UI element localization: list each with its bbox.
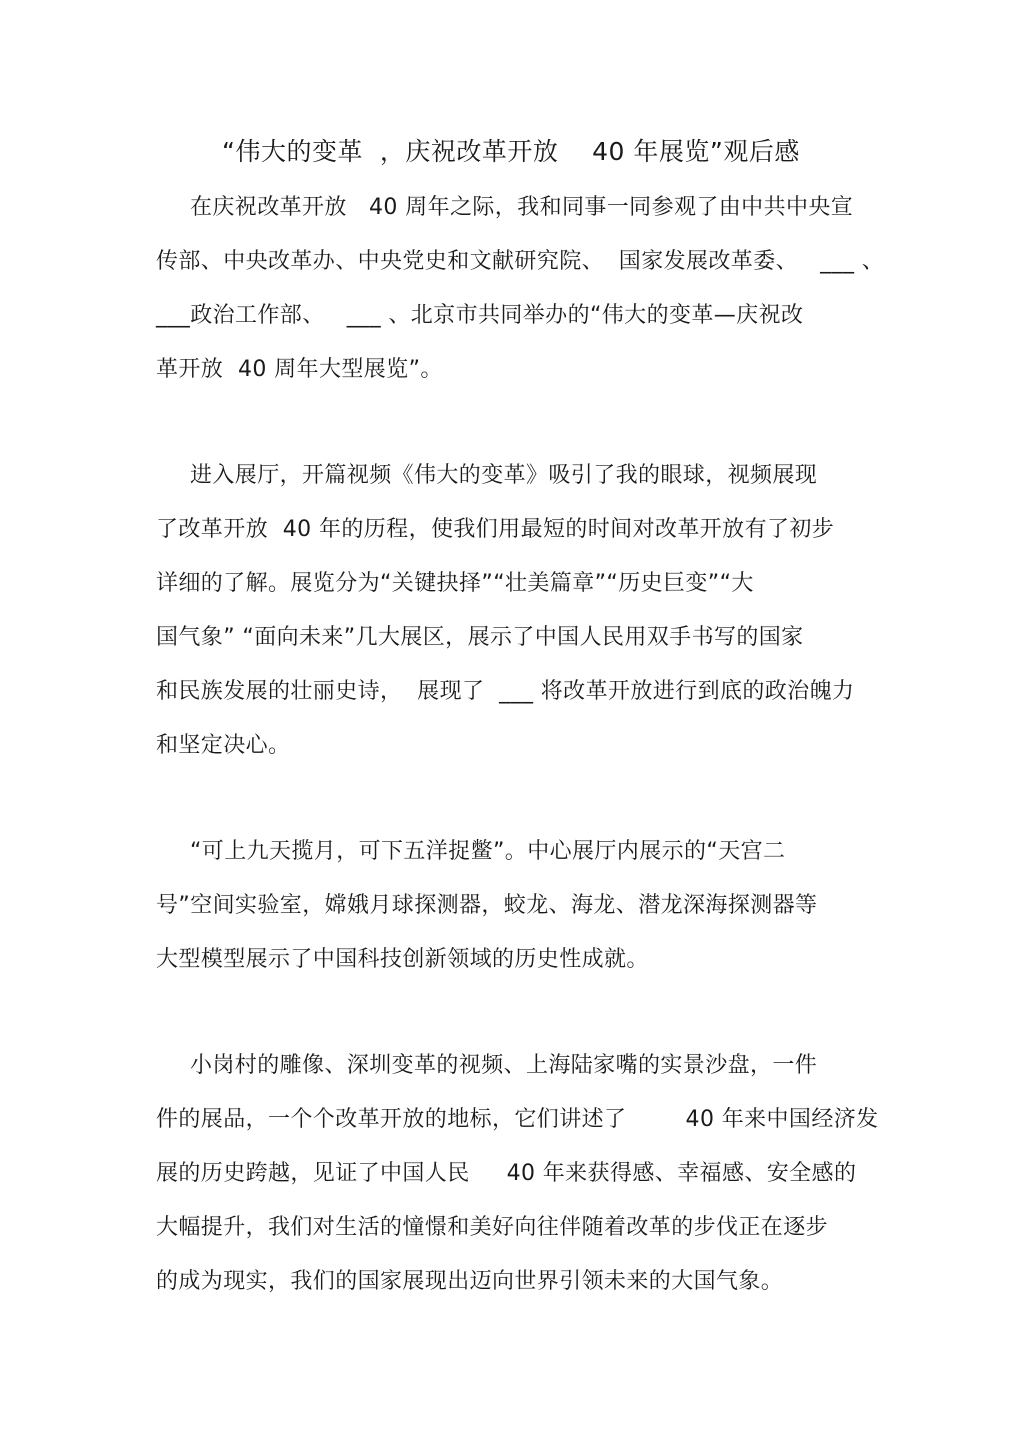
paragraph-3-line-1: “可上九天揽月，可下五洋捉鳖”。中心展厅内展示的“天宫二 — [190, 839, 786, 864]
paragraph-2-line-5: 和民族发展的壮丽史诗， 展现了 ___ 将改革开放进行到底的政治魄力 — [156, 679, 855, 704]
paragraph-4-line-2: 件的展品，一个个改革开放的地标，它们讲述了 40 年来中国经济发 — [156, 1107, 879, 1132]
paragraph-1-line-4: 革开放 40 周年大型展览”。 — [156, 357, 443, 382]
paragraph-2-line-2: 了改革开放 40 年的历程，使我们用最短的时间对改革开放有了初步 — [156, 517, 835, 542]
paragraph-3-line-3: 大型模型展示了中国科技创新领域的历史性成就。 — [156, 947, 649, 972]
paragraph-4-line-3: 展的历史跨越，见证了中国人民 40 年来获得感、幸福感、安全感的 — [156, 1161, 857, 1186]
paragraph-2-line-1: 进入展厅，开篇视频《伟大的变革》吸引了我的眼球，视频展现 — [190, 463, 818, 488]
paragraph-2-line-6: 和坚定决心。 — [156, 733, 291, 758]
paragraph-4-line-4: 大幅提升，我们对生活的憧憬和美好向往伴随着改革的步伐正在逐步 — [156, 1215, 829, 1240]
paragraph-4-line-5: 的成为现实，我们的国家展现出迈向世界引领未来的大国气象。 — [156, 1269, 784, 1294]
paragraph-2-line-4: 国气象” “面向未来”几大展区，展示了中国人民用双手书写的国家 — [156, 625, 804, 650]
paragraph-2-line-3: 详细的了解。展览分为“关键抉择”“壮美篇章”“历史巨变”“大 — [156, 571, 754, 596]
paragraph-3-line-2: 号”空间实验室，嫦娥月球探测器，蛟龙、海龙、潜龙深海探测器等 — [156, 893, 818, 918]
paragraph-1-line-1: 在庆祝改革开放 40 周年之际，我和同事一同参观了由中共中央宣 — [190, 195, 854, 220]
paragraph-1-line-2: 传部、中央改革办、中央党史和文献研究院、 国家发展改革委、 ___ 、 — [156, 249, 885, 274]
paragraph-4-line-1: 小岗村的雕像、深圳变革的视频、上海陆家嘴的实景沙盘，一件 — [190, 1053, 818, 1078]
document-title: “伟大的变革 ，庆祝改革开放 40 年展览”观后感 — [222, 137, 800, 166]
paragraph-1-line-3: ___政治工作部、 ___ 、北京市共同举办的“伟大的变革—庆祝改 — [156, 303, 804, 328]
